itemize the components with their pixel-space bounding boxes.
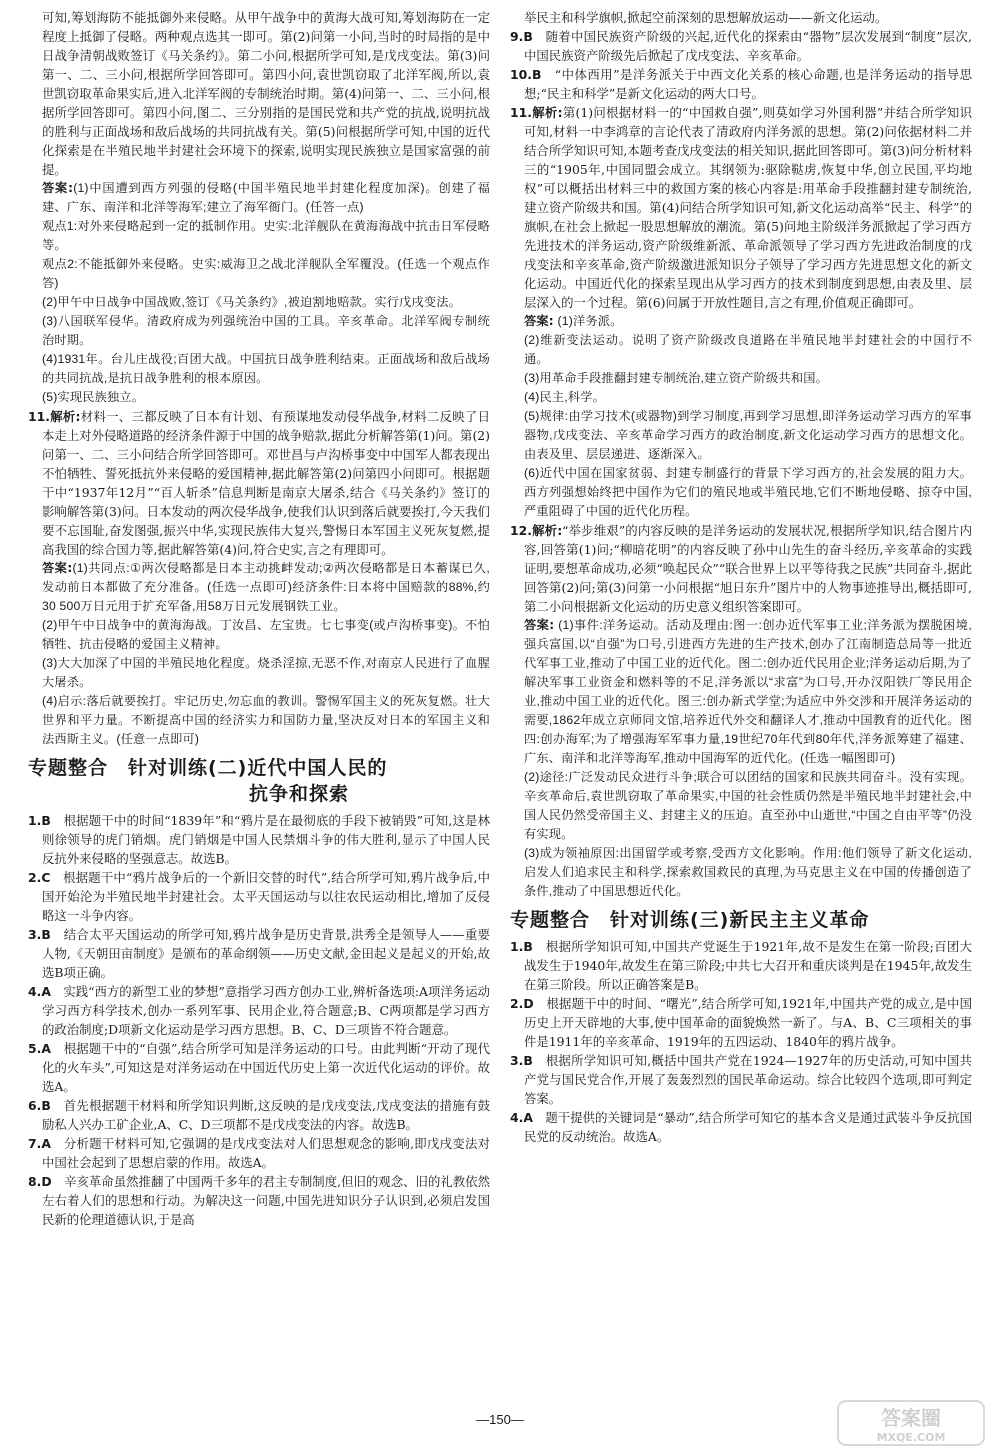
- question-number: 6.B: [28, 1098, 51, 1113]
- explanation-text: 实践“西方的新型工业的梦想”意指学习西方创办工业,辨析备选项:A项洋务运动学习西方科学技术,创办一系列军事、民用企业,符合题意;B、C两项都是学习西方的政治制度;D项新文化运动是学习西方思想。B、C、D三项皆不符合题意。: [42, 984, 490, 1037]
- explanation-text: 随着中国民族资产阶级的兴起,近代化的探索由“器物”层次发展到“制度”层次,中国民族资产阶级先后掀起了戊戌变法、辛亥革命。: [524, 29, 972, 63]
- question-12-analysis: [510, 521, 972, 616]
- answer-part: (1)事件:洋务运动。活动及理由:图一:创办近代军事工业;洋务派为摆脱困境,强兵富国,以“自强”为口号,引进西方先进的生产技术,创办了江南制造总局等一批近代军事工业,推动了中国工业的近代化。图二:创办近代民用企业;洋务运动后期,为了解决军事工业资金和燃料等的不足,洋务派以“求富”为口号,开办汉阳铁厂等民用企业,推动中国工业的近代化。图三:创办新式学堂;为适应中外交涉和开展洋务运动的需要,1862年成立京师同文馆,培养近代外交和翻译人才,推动中国教育的近代化。图四:创办海军;为了增强海军军事力量,19世纪70年代到80年代,洋务派筹建了福建、广东、南洋和北洋等海军,推动中国海军的近代化。(任选一幅图即可): [524, 618, 972, 765]
- explanation-text: 根据所学知识可知,中国共产党诞生于1921年,故不是发生在第一阶段;百团大战发生于1940年,故发生在第三阶段;中共七大召开和重庆谈判是在1945年,故发生在第三阶段。所以正确答案是B。: [524, 939, 972, 992]
- answer-part: 观点2:不能抵御外来侵略。史实:威海卫之战北洋舰队全军覆没。(任选一个观点作答): [42, 257, 490, 290]
- choice-question-1b: [28, 811, 490, 868]
- analysis-text: “举步维艰”的内容反映的是洋务运动的发展状况,根据所学知识,结合图片内容,回答第(1)问;“柳暗花明”的内容反映了孙中山先生的奋斗经历,辛亥革命的实践证明,要想革命成功,必须“唤起民众”“联合世界上以平等待我之民族”共同奋斗,据此回答第(2)问;第(3)问第一小问根据“旭日东升”图片中的人物事迹推导出,概括即可,第二小问根据新文化运动的历史意义组织答案即可。: [524, 523, 972, 614]
- answer-part: (3)大大加深了中国的半殖民地化程度。烧杀淫掠,无恶不作,对南京人民进行了血腥大屠杀。: [42, 656, 490, 689]
- question-number: 2.D: [510, 996, 534, 1011]
- section-heading-line: 专题整合 针对训练(二)近代中国人民的: [28, 757, 388, 779]
- question-11-analysis: [28, 407, 490, 559]
- page-number: —150—: [476, 1412, 524, 1427]
- choice-question-1b: [510, 937, 972, 994]
- explanation-text: 根据题干中的时间“1839年”和“鸦片是在最彻底的手段下被销毁”可知,这是林则徐领导的虎门销烟。虎门销烟是中国人民禁烟斗争的伟大胜利,显示了中国人民反抗外来侵略的坚强意志。故选B。: [42, 813, 490, 866]
- watermark-site-text: MXQE.COM: [876, 1431, 946, 1444]
- analysis-label: 解析:: [531, 523, 563, 538]
- watermark-logo-graphic: [836, 1399, 986, 1447]
- explanation-text: 根据题干中的时间、“曙光”,结合所学可知,1921年,中国共产党的成立,是中国历史上开天辟地的大事,使中国革命的面貌焕然一新了。与A、B、C三项相关的事件是1911年的辛亥革命、1919年的五四运动、1840年的鸦片战争。: [524, 996, 972, 1049]
- answer-block-prev: [28, 179, 490, 407]
- question-number: 7.A: [28, 1136, 51, 1151]
- choice-question-8d: [28, 1172, 490, 1229]
- answer-label: 答案:: [524, 618, 555, 632]
- answer-part: (4)1931年。台儿庄战役;百团大战。中国抗日战争胜利结束。正面战场和敌后战场的共同抗战,是抗日战争胜利的根本原因。: [42, 352, 490, 385]
- question-11-answer: [510, 312, 972, 521]
- answer-key-page: [28, 8, 972, 1408]
- explanation-text: 辛亥革命虽然推翻了中国两千多年的君主专制制度,但旧的观念、旧的礼教依然左右着人们的思想和行动。为解决这一问题,中国先进知识分子认识到,必须启发国民新的伦理道德认识,于是高: [42, 1174, 490, 1227]
- analysis-label: 解析:: [49, 409, 81, 424]
- question-number: 11.: [28, 409, 50, 424]
- question-number: 3.B: [28, 927, 51, 942]
- question-number: 10.B: [510, 67, 542, 82]
- answer-part: (1)共同点:①两次侵略都是日本主动挑衅发动;②两次侵略都是日本蓄谋已久,发动前日本都做了充分准备。(任选一点即可)经济条件:日本将中国赔款的88%,约30 500万日元用于扩充军备,用58万日元发展钢铁工业。: [42, 561, 490, 613]
- choice-question-10b: [510, 65, 972, 103]
- choice-question-2d: [510, 994, 972, 1051]
- question-number: 4.A: [28, 984, 51, 999]
- answer-part: 观点1:对外来侵略起到一定的抵制作用。史实:北洋舰队在黄海海战中抗击日军侵略等。: [42, 219, 490, 252]
- question-number: 12.: [510, 523, 532, 538]
- choice-question-2c: [28, 868, 490, 925]
- choice-question-3b: [510, 1051, 972, 1108]
- question-11-analysis: [510, 103, 972, 312]
- section-heading-2: [28, 755, 490, 807]
- choice-question-3b: [28, 925, 490, 982]
- explanation-text: “中体西用”是洋务派关于中西文化关系的核心命题,也是洋务运动的指导思想;“民主和科学”是新文化运动的两大口号。: [524, 67, 972, 101]
- answer-part: (6)近代中国在国家贫弱、封建专制盛行的背景下学习西方的,社会发展的阻力大。西方列强想始终把中国作为它们的殖民地或半殖民地,它们不断地侵略、掠夺中国,严重阻碍了中国的近代化历程。: [524, 466, 972, 518]
- choice-question-5a: [28, 1039, 490, 1096]
- explanation-text: 根据所学知识可知,概括中国共产党在1924—1927年的历史活动,可知中国共产党与国民党合作,开展了轰轰烈烈的国民革命运动。综合比较四个选项,即可判定答案。: [524, 1053, 972, 1106]
- question-number: 3.B: [510, 1053, 533, 1068]
- question-11-answer: [28, 559, 490, 749]
- watermark-logo: [836, 1399, 986, 1447]
- section-2-items: [28, 811, 490, 1229]
- question-8-continued: 举民主和科学旗帜,掀起空前深刻的思想解放运动——新文化运动。: [524, 10, 888, 25]
- analysis-label: 解析:: [531, 105, 563, 120]
- answer-part: (3)成为领袖原因:出国留学或考察,受西方文化影响。作用:他们领导了新文化运动,启发人们追求民主和科学,探索救国救民的真理,为马克思主义在中国的传播创造了条件,推动了中国思想近代化。: [524, 846, 972, 898]
- answer-part: (5)实现民族独立。: [42, 390, 145, 404]
- right-column: [510, 8, 972, 1408]
- analysis-text: 材料一、三都反映了日本有计划、有预谋地发动侵华战争,材料二反映了日本走上对外侵略道路的经济条件源于中国的战争赔款,据此分析解答第(1)问。第(2)问第一、二、三小问结合所学回答即可。邓世昌与卢沟桥事变中中国军人都表现出不怕牺牲、誓死抵抗外来侵略的爱国精神,据此解答第(2)问第四小问即可。根据题干中“1937年12月”“百人斩杀”信息判断是南京大屠杀,结合《马关条约》签订的影响解答第(3)问。日本发动的两次侵华战争,使我们认识到落后就要挨打,今天我们要不忘国耻,奋发图强,振兴中华,实现民族伟大复兴,警惕日本军国主义死灰复燃,提高我国的综合国力等,据此解答第(4)问,符合史实,言之有理即可。: [42, 409, 490, 557]
- answer-part: (3)八国联军侵华。清政府成为列强统治中国的工具。辛亥革命。北洋军阀专制统治时期。: [42, 314, 490, 347]
- section-heading-3: 专题整合 针对训练(三)新民主主义革命: [510, 909, 870, 931]
- choice-question-6b: [28, 1096, 490, 1134]
- question-number: 4.A: [510, 1110, 533, 1125]
- choice-question-4a: [510, 1108, 972, 1146]
- explanation-text: 分析题干材料可知,它强调的是戊戌变法对人们思想观念的影响,即戊戌变法对中国社会起到了思想启蒙的作用。故选A。: [42, 1136, 490, 1170]
- explanation-text: 首先根据题干材料和所学知识判断,这反映的是戊戌变法,戊戌变法的措施有鼓励私人兴办工矿企业,A、C、D三项都不是戊戌变法的内容。故选B。: [42, 1098, 490, 1132]
- explanation-text: 根据题干中的“自强”,结合所学可知是洋务运动的口号。由此判断“开动了现代化的火车头”,可知这是对洋务运动在中国近代历史上第一次近代化运动的评价。故选A。: [42, 1041, 490, 1094]
- answer-part: (2)维新变法运动。说明了资产阶级改良道路在半殖民地半封建社会的中国行不通。: [524, 333, 972, 366]
- explanation-text: 结合太平天国运动的所学可知,鸦片战争是历史背景,洪秀全是领导人——重要人物,《天朝田亩制度》是颁布的革命纲领——历史文献,金田起义是起义的开始,故选B项正确。: [42, 927, 490, 980]
- answer-part: (5)规律:由学习技术(或器物)到学习制度,再到学习思想,即洋务运动学习西方的军事器物,戊戌变法、辛亥革命学习西方的政治制度,新文化运动学习西方的思想文化。由表及里、层层递进、逐渐深入。: [524, 409, 972, 461]
- section-3-items: [510, 937, 972, 1146]
- analysis-continued: 可知,筹划海防不能抵御外来侵略。从甲午战争中的黄海大战可知,筹划海防在一定程度上抵御了侵略。两种观点选其一即可。第(2)问第一小问,当时的时局指的是中日战争清朝战败签订《马关条约》。第二小问,根据所学可知,是戊戌变法。第(3)问第一、二、三小问,根据所学回答即可。第四小问,袁世凯窃取了北洋军阀,所以,袁世凯窃取革命果实后,进入北洋军阀的专制统治时期。第(4)问第一、二、三小问,根据所学回答即可。第四小问,图二、三分别指的是国民党和共产党的抗战,说明抗战的胜利与正面战场和敌后战场的共同抗战有关。第(5)问根据所学可知,中国的近代化探索是在半殖民地半封建社会环境下的探索,说明实现民族独立是国家富强的前提。: [42, 10, 490, 177]
- question-number: 2.C: [28, 870, 51, 885]
- analysis-text: 第(1)问根据材料一的“中国救自强”,则莫如学习外国利器”并结合所学知识可知,材料一中李鸿章的言论代表了清政府内洋务派的思想。第(2)问依据材料二并结合所学知识可知,本题考查戊戌变法的相关知识,据此回答即可。第(3)问分析材料三的“1905年,中国同盟会成立。其纲领为:驱除鞑虏,恢复中华,创立民国,平均地权”可以概括出材料三中的救国方案的核心内容是:用革命手段推翻封建专制统治,建立资产阶级共和国。第(4)问结合所学知识可知,新文化运动高举“民主、科学”的旗帜,在社会上掀起一股思想解放的潮流。第(5)问地主阶级洋务派掀起了学习西方先进技术的洋务运动,资产阶级维新派、革命派领导了学习西方先进政治制度的戊戌变法和辛亥革命,资产阶级激进派知识分子领导了学习西方先进思想文化的新文化运动。中国近代化的探索呈现出从学习西方的技术到制度到思想,由表及里、层层深入的一个过程。第(6)问属于开放性题目,言之有理,价值观正确即可。: [524, 105, 972, 310]
- answer-part: (4)启示:落后就要挨打。牢记历史,勿忘血的教训。警惕军国主义的死灰复燃。壮大世界和平力量。不断提高中国的经济实力和国防力量,坚决反对日本的军国主义和法西斯主义。(任意一点即可): [42, 694, 490, 746]
- question-number: 11.: [510, 105, 532, 120]
- watermark-logo-text: 答案圈: [881, 1406, 941, 1430]
- section-2-items-continued: [510, 27, 972, 103]
- question-number: 5.A: [28, 1041, 51, 1056]
- answer-label: 答案:: [524, 314, 554, 328]
- question-number: 8.D: [28, 1174, 52, 1189]
- question-number: 9.B: [510, 29, 533, 44]
- explanation-text: 根据题干中“鸦片战争后的一个新旧交替的时代”,结合所学可知,鸦片战争后,中国开始沦为半殖民地半封建社会。太平天国运动与以往农民运动相比,增加了反侵略这一斗争内容。: [42, 870, 490, 923]
- question-number: 1.B: [510, 939, 533, 954]
- answer-part: (2)途径:广泛发动民众进行斗争;联合可以团结的国家和民族共同奋斗。没有实现。辛亥革命后,袁世凯窃取了革命果实,中国的社会性质仍然是半殖民地半封建社会,中国人民仍然受帝国主义、封建主义的压迫。直至孙中山逝世,“中国之自由平等”仍没有实现。: [524, 770, 972, 841]
- answer-part: (2)甲午中日战争中国战败,签订《马关条约》,被迫割地赔款。实行戊戌变法。: [42, 295, 462, 309]
- choice-question-9b: [510, 27, 972, 65]
- answer-part: (3)用革命手段推翻封建专制统治,建立资产阶级共和国。: [524, 371, 828, 385]
- section-heading-line: 抗争和探索: [248, 783, 349, 805]
- answer-label: 答案:: [42, 561, 73, 575]
- answer-part: (1)洋务派。: [557, 314, 623, 328]
- left-column: [28, 8, 490, 1408]
- choice-question-7a: [28, 1134, 490, 1172]
- explanation-text: 题干提供的关键词是“暴动”,结合所学可知它的基本含义是通过武装斗争反抗国民党的反动统治。故选A。: [524, 1110, 972, 1144]
- choice-question-4a: [28, 982, 490, 1039]
- answer-part: (4)民主,科学。: [524, 390, 606, 404]
- question-number: 1.B: [28, 813, 51, 828]
- answer-label: 答案:: [42, 181, 74, 195]
- answer-part: (1)中国遭到西方列强的侵略(中国半殖民地半封建化程度加深)。创建了福建、广东、南洋和北洋等海军;建立了海军衙门。(任答一点): [42, 181, 490, 214]
- question-12-answer: [510, 616, 972, 901]
- answer-part: (2)甲午中日战争中的黄海海战。丁汝昌、左宝贵。七七事变(或卢沟桥事变)。不怕牺牲、抗击侵略的爱国主义精神。: [42, 618, 490, 651]
